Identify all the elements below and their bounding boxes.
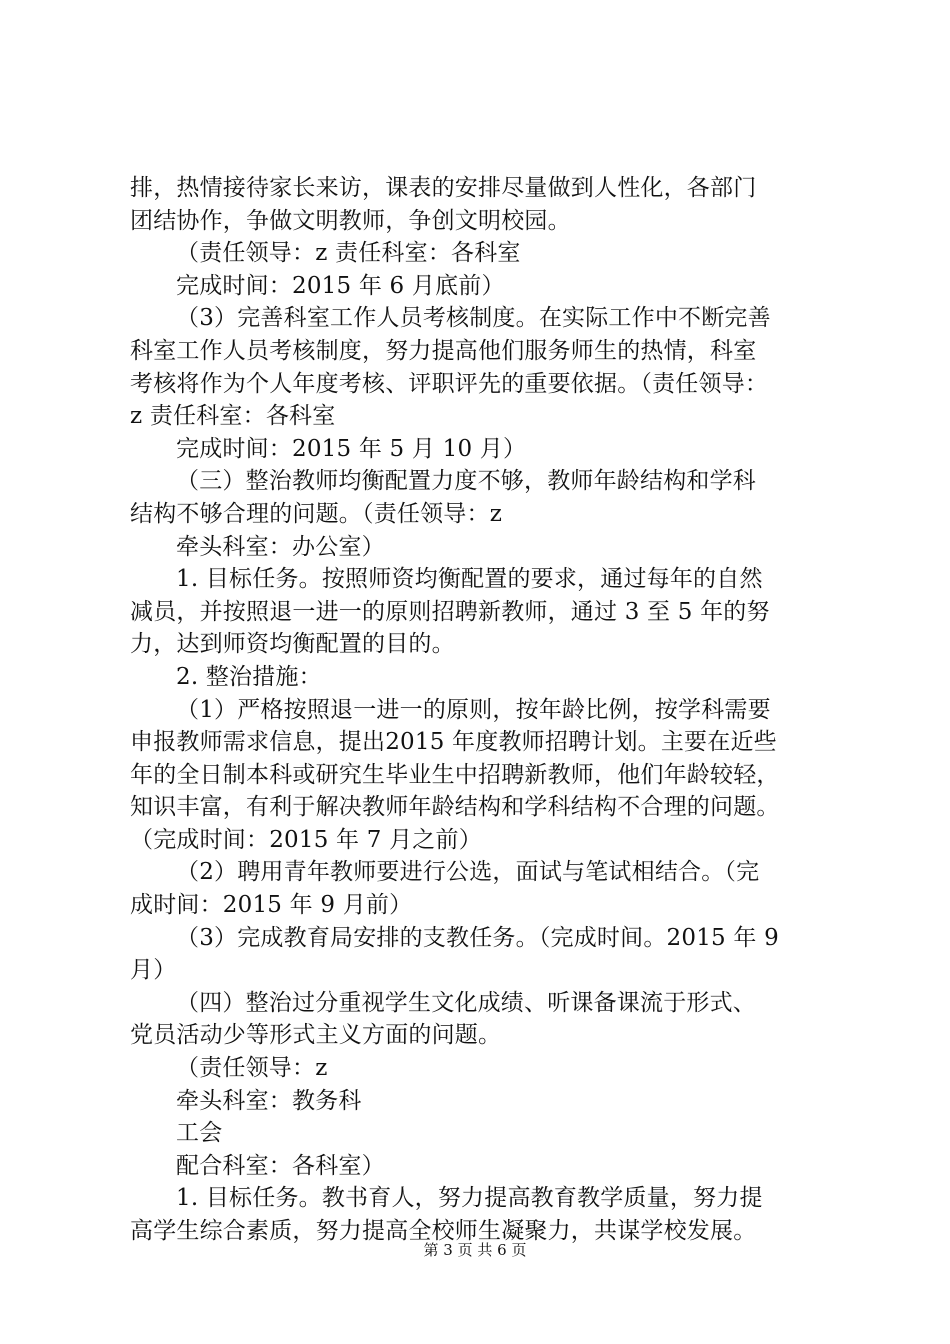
page-number-footer: 第 3 页 共 6 页 (423, 1241, 527, 1259)
body-line-12: 牵头科室：办公室） (176, 533, 385, 560)
body-line-31: 配合科室：各科室） (176, 1152, 385, 1179)
body-line-23: 成时间：2015 年 9 月前） (130, 892, 413, 919)
body-line-30: 工会 (176, 1120, 223, 1147)
body-line-29: 牵头科室：教务科 (176, 1087, 362, 1114)
body-line-18: 申报教师需求信息，提出2015 年度教师招聘计划。主要在近些 (130, 729, 777, 756)
body-line-7: 考核将作为个人年度考核、评职评先的重要依据。（责任领导： (130, 370, 769, 397)
body-line-19: 年的全日制本科或研究生毕业生中招聘新教师，他们年龄较轻， (130, 761, 780, 788)
body-line-10: （三）整治教师均衡配置力度不够，教师年龄结构和学科 (176, 468, 756, 495)
body-line-24: （3）完成教育局安排的支教任务。（完成时间。2015 年 9 (176, 924, 779, 951)
body-line-25: 月） (130, 957, 177, 984)
body-line-26: （四）整治过分重视学生文化成绩、听课备课流于形式、 (176, 989, 756, 1016)
body-line-1: 排，热情接待家长来访，课表的安排尽量做到人性化，各部门 (130, 175, 757, 201)
body-line-15: 力，达到师资均衡配置的目的。 (130, 631, 455, 658)
body-line-20: 知识丰富，有利于解决教师年龄结构和学科结构不合理的问题。 (130, 794, 780, 821)
body-line-4: 完成时间：2015 年 6 月底前） (176, 272, 505, 299)
body-line-13: 1. 目标任务。按照师资均衡配置的要求，通过每年的自然 (176, 566, 763, 593)
body-line-21: （完成时间：2015 年 7 月之前） (130, 826, 482, 853)
body-line-8: z 责任科室：各科室 (130, 403, 336, 430)
body-line-17: （1）严格按照退一进一的原则，按年龄比例，按学科需要 (176, 696, 771, 723)
body-line-5: （3）完善科室工作人员考核制度。在实际工作中不断完善 (176, 305, 771, 332)
document-body (130, 172, 830, 1248)
body-line-28: （责任领导：z (176, 1055, 328, 1082)
body-line-16: 2. 整治措施： (176, 663, 322, 690)
body-line-3: （责任领导：z 责任科室：各科室 (176, 240, 521, 267)
body-line-33: 高学生综合素质，努力提高全校师生凝聚力，共谋学校发展。 (130, 1218, 757, 1244)
body-line-2: 团结协作，争做文明教师，争创文明校园。 (130, 207, 571, 234)
body-line-6: 科室工作人员考核制度，努力提高他们服务师生的热情，科室 (130, 337, 757, 364)
body-line-11: 结构不够合理的问题。（责任领导：z (130, 500, 503, 527)
body-line-9: 完成时间：2015 年 5 月 10 月） (176, 435, 527, 462)
body-line-14: 减员，并按照退一进一的原则招聘新教师，通过 3 至 5 年的努 (130, 598, 770, 625)
body-line-27: 党员活动少等形式主义方面的问题。 (130, 1022, 502, 1049)
body-line-32: 1. 目标任务。教书育人，努力提高教育教学质量，努力提 (176, 1185, 763, 1212)
body-line-22: （2）聘用青年教师要进行公选，面试与笔试相结合。（完 (176, 859, 760, 886)
